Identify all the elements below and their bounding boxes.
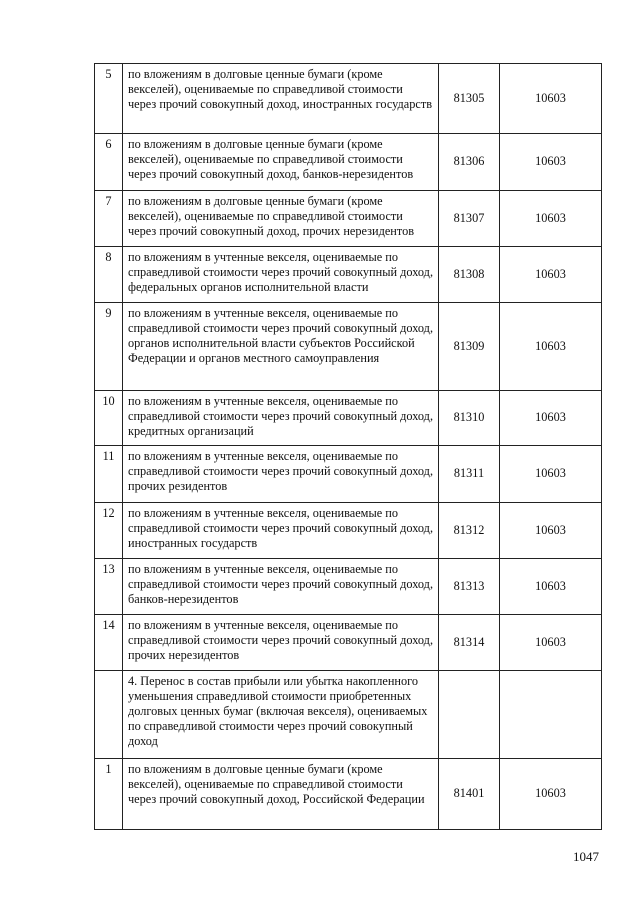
- row-description: по вложениям в долговые ценные бумаги (кроме векселей), оцениваемые по справедливой стоимости через прочий совокупный доход, иностранных государств: [123, 64, 439, 134]
- table-row: [95, 559, 602, 615]
- reference-code: 10603: [500, 615, 602, 671]
- table-row: [95, 391, 602, 446]
- account-code: 81312: [439, 503, 500, 559]
- row-number: 6: [95, 134, 123, 191]
- account-code: 81310: [439, 391, 500, 446]
- row-description: по вложениям в учтенные векселя, оцениваемые по справедливой стоимости через прочий совокупный доход, федеральных органов исполнительной власти: [123, 247, 439, 303]
- row-number: 7: [95, 191, 123, 247]
- document-table: [94, 63, 602, 830]
- reference-code: 10603: [500, 64, 602, 134]
- reference-code: 10603: [500, 191, 602, 247]
- row-number: [95, 671, 123, 759]
- reference-code: 10603: [500, 391, 602, 446]
- row-description: по вложениям в долговые ценные бумаги (кроме векселей), оцениваемые по справедливой стоимости через прочий совокупный доход, прочих нерезидентов: [123, 191, 439, 247]
- table-row: [95, 134, 602, 191]
- row-number: 1: [95, 759, 123, 830]
- account-code: 81313: [439, 559, 500, 615]
- reference-code: 10603: [500, 759, 602, 830]
- row-number: 8: [95, 247, 123, 303]
- row-description: по вложениям в учтенные векселя, оцениваемые по справедливой стоимости через прочий совокупный доход, кредитных организаций: [123, 391, 439, 446]
- row-description: по вложениям в учтенные векселя, оцениваемые по справедливой стоимости через прочий совокупный доход, банков-нерезидентов: [123, 559, 439, 615]
- reference-code: 10603: [500, 303, 602, 391]
- row-number: 5: [95, 64, 123, 134]
- account-code: 81307: [439, 191, 500, 247]
- reference-code: 10603: [500, 247, 602, 303]
- row-number: 9: [95, 303, 123, 391]
- page-number: 1047: [573, 849, 599, 864]
- table-row: [95, 446, 602, 503]
- reference-code: 10603: [500, 446, 602, 503]
- row-description: по вложениям в учтенные векселя, оцениваемые по справедливой стоимости через прочий совокупный доход, прочих нерезидентов: [123, 615, 439, 671]
- row-number: 13: [95, 559, 123, 615]
- row-number: 11: [95, 446, 123, 503]
- row-description: по вложениям в учтенные векселя, оцениваемые по справедливой стоимости через прочий совокупный доход, иностранных государств: [123, 503, 439, 559]
- reference-code: 10603: [500, 503, 602, 559]
- row-description: по вложениям в долговые ценные бумаги (кроме векселей), оцениваемые по справедливой стоимости через прочий совокупный доход, Российской Федерации: [123, 759, 439, 830]
- table-row: [95, 303, 602, 391]
- table-row: [95, 191, 602, 247]
- account-code: 81309: [439, 303, 500, 391]
- reference-code: [500, 671, 602, 759]
- account-code: 81308: [439, 247, 500, 303]
- table-row: [95, 247, 602, 303]
- row-description: по вложениям в учтенные векселя, оцениваемые по справедливой стоимости через прочий совокупный доход, органов исполнительной власти субъектов Российской Федерации и органов местного самоуправления: [123, 303, 439, 391]
- reference-code: 10603: [500, 559, 602, 615]
- account-code: 81306: [439, 134, 500, 191]
- table-row: [95, 615, 602, 671]
- table-row: [95, 503, 602, 559]
- table-row: [95, 671, 602, 759]
- row-number: 10: [95, 391, 123, 446]
- table-row: [95, 759, 602, 830]
- account-code: 81314: [439, 615, 500, 671]
- account-code: 81401: [439, 759, 500, 830]
- account-code: 81311: [439, 446, 500, 503]
- account-code: 81305: [439, 64, 500, 134]
- account-code: [439, 671, 500, 759]
- row-number: 12: [95, 503, 123, 559]
- row-description: по вложениям в учтенные векселя, оцениваемые по справедливой стоимости через прочий совокупный доход, прочих резидентов: [123, 446, 439, 503]
- reference-code: 10603: [500, 134, 602, 191]
- row-number: 14: [95, 615, 123, 671]
- section-heading: 4. Перенос в состав прибыли или убытка накопленного уменьшения справедливой стоимости приобретенных долговых ценных бумаг (включая векселя), оцениваемых по справедливой стоимости через прочий совокупный доход: [123, 671, 439, 759]
- row-description: по вложениям в долговые ценные бумаги (кроме векселей), оцениваемые по справедливой стоимости через прочий совокупный доход, банков-нерезидентов: [123, 134, 439, 191]
- table-row: [95, 64, 602, 134]
